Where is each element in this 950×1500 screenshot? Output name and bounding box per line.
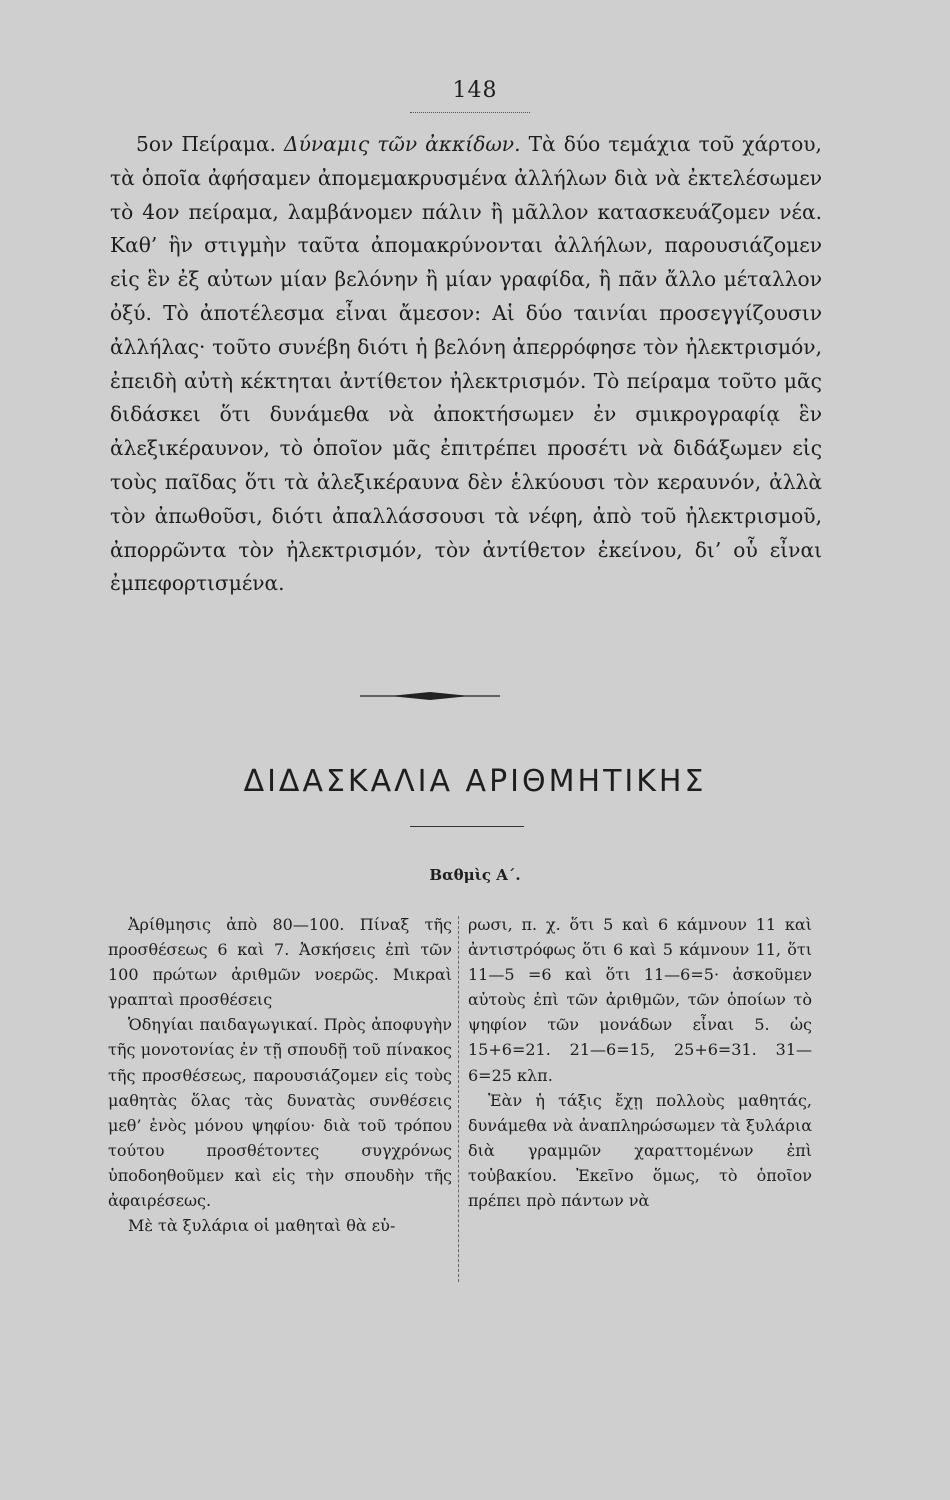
grade-heading: Βαθμὶς Α΄. [429,866,521,884]
left-column-paragraph-2: Ὁδηγίαι παιδαγωγικαί. Πρὸς ἀποφυγὴν τῆς μονοτονίας ἐν τῇ σπουδῇ τοῦ πίνακος τῆς προσθέσεως, παρουσιάζομεν εἰς τοὺς μαθητὰς ὅλας τὰς δυνατὰς συνθέσεις μεθ’ ἑνὸς μόνου ψηφίου· διὰ τοῦ τρόπου τούτου προσθέτοντες συγχρόνως ὑποδοηθοῦμεν καὶ εἰς τὴν σπουδὴν τῆς ἀφαιρέσεως. [108,1015,452,1211]
section-title-rule [410,826,524,827]
experiment-body: Τὰ δύο τεμάχια τοῦ χάρτου, τὰ ὁποῖα ἀφήσαμεν ἀπομεμακρυσμένα ἀλλήλων διὰ νὰ ἐκτελέσωμεν τὸ 4ον πείραμα, λαμβάνομεν πάλιν ἢ μᾶλλον κατασκευάζομεν νέα. Καθ’ ἣν στιγμὴν ταῦτα ἀπομακρύνονται ἀλλήλων, παρουσιάζομεν εἰς ἓν ἐξ αὐτων μίαν βελόνην ἢ μίαν γραφίδα, ἢ πᾶν ἄλλο μέταλλον ὀξύ. Τὸ ἀποτέλεσμα εἶναι ἄμεσον: Αἱ δύο ταινίαι προσεγγίζουσιν ἀλλήλας· τοῦτο συνέβη διότι ἡ βελόνη ἀπερρόφησε τὸν ἠλεκτρισμόν, ἐπειδὴ αὐτὴ κέκτηται ἀντίθετον ἠλεκτρισμόν. Τὸ πείραμα τοῦτο μᾶς διδάσκει ὅτι δυνάμεθα νὰ ἀποκτήσωμεν ἐν σμικρογραφίᾳ ἓν ἀλεξικέραυνον, τὸ ὁποῖον μᾶς ἐπιτρέπει προσέτι νὰ διδάξωμεν εἰς τοὺς παῖδας ὅτι τὰ ἀλεξικέραυνα δὲν ἑλκύουσι τὸν κεραυνόν, ἀλλὰ τὸν ἀπωθοῦσι, διότι ἀπαλλάσσουσι τὰ νέφη, ἀπὸ τοῦ ἠλεκτρισμοῦ, ἀπορρῶντα τὸν ἠλεκτρισμόν, τὸν ἀντίθετον ἐκείνου, δι’ οὗ εἶναι ἐμπεφορτισμένα. [110,132,822,596]
page-number-rule [410,112,530,113]
left-column-paragraph-3: Μὲ τὰ ξυλάρια οἱ μαθηταὶ θὰ εὑ- [128,1216,396,1236]
column-divider [458,916,459,1282]
section-title: ΔΙΔΑΣΚΑΛΙΑ ΑΡΙΘΜΗΤΙΚΗΣ [243,764,707,799]
right-column-paragraph-2: Ἐὰν ἡ τάξις ἔχῃ πολλοὺς μαθητάς, δυνάμεθα νὰ ἀναπληρώσωμεν τὰ ξυλάρια διὰ γραμμῶν χαραττομένων ἐπὶ τοὐβακίου. Ἐκεῖνο ὅμως, τὸ ὁποῖον πρέπει πρὸ πάντων νὰ [468,1090,812,1211]
page-number: 148 [452,78,498,103]
left-column [108,912,452,1238]
experiment-lead: 5ον Πείραμα. [136,132,276,156]
right-column [468,912,812,1213]
experiment-paragraph [110,128,822,601]
right-column-paragraph-1: ρωσι, π. χ. ὅτι 5 καὶ 6 κάμνουν 11 καὶ ἀντιστρόφως ὅτι 6 καὶ 5 κάμνουν 11, ὅτι 11—5 =6 καὶ ὅτι 11—6=5· ἀσκοῦμεν αὐτοὺς ἐπὶ τῶν ἀριθμῶν, τῶν ὁποίων τὸ ψηφίον τῶν μονάδων εἶναι 5. ὡς 15+6=21. 21—6=15, 25+6=31. 31—6=25 κλπ. [468,915,812,1085]
experiment-title: Δύναμις τῶν ἀκκίδων. [284,132,521,156]
section-ornament [360,690,500,702]
left-column-paragraph-1: Ἀρίθμησις ἀπὸ 80—100. Πίναξ τῆς προσθέσεως 6 καὶ 7. Ἀσκήσεις ἐπὶ τῶν 100 πρώτων ἀριθμῶν νοερῶς. Μικραὶ γραπταὶ προσθέσεις [108,915,452,1010]
